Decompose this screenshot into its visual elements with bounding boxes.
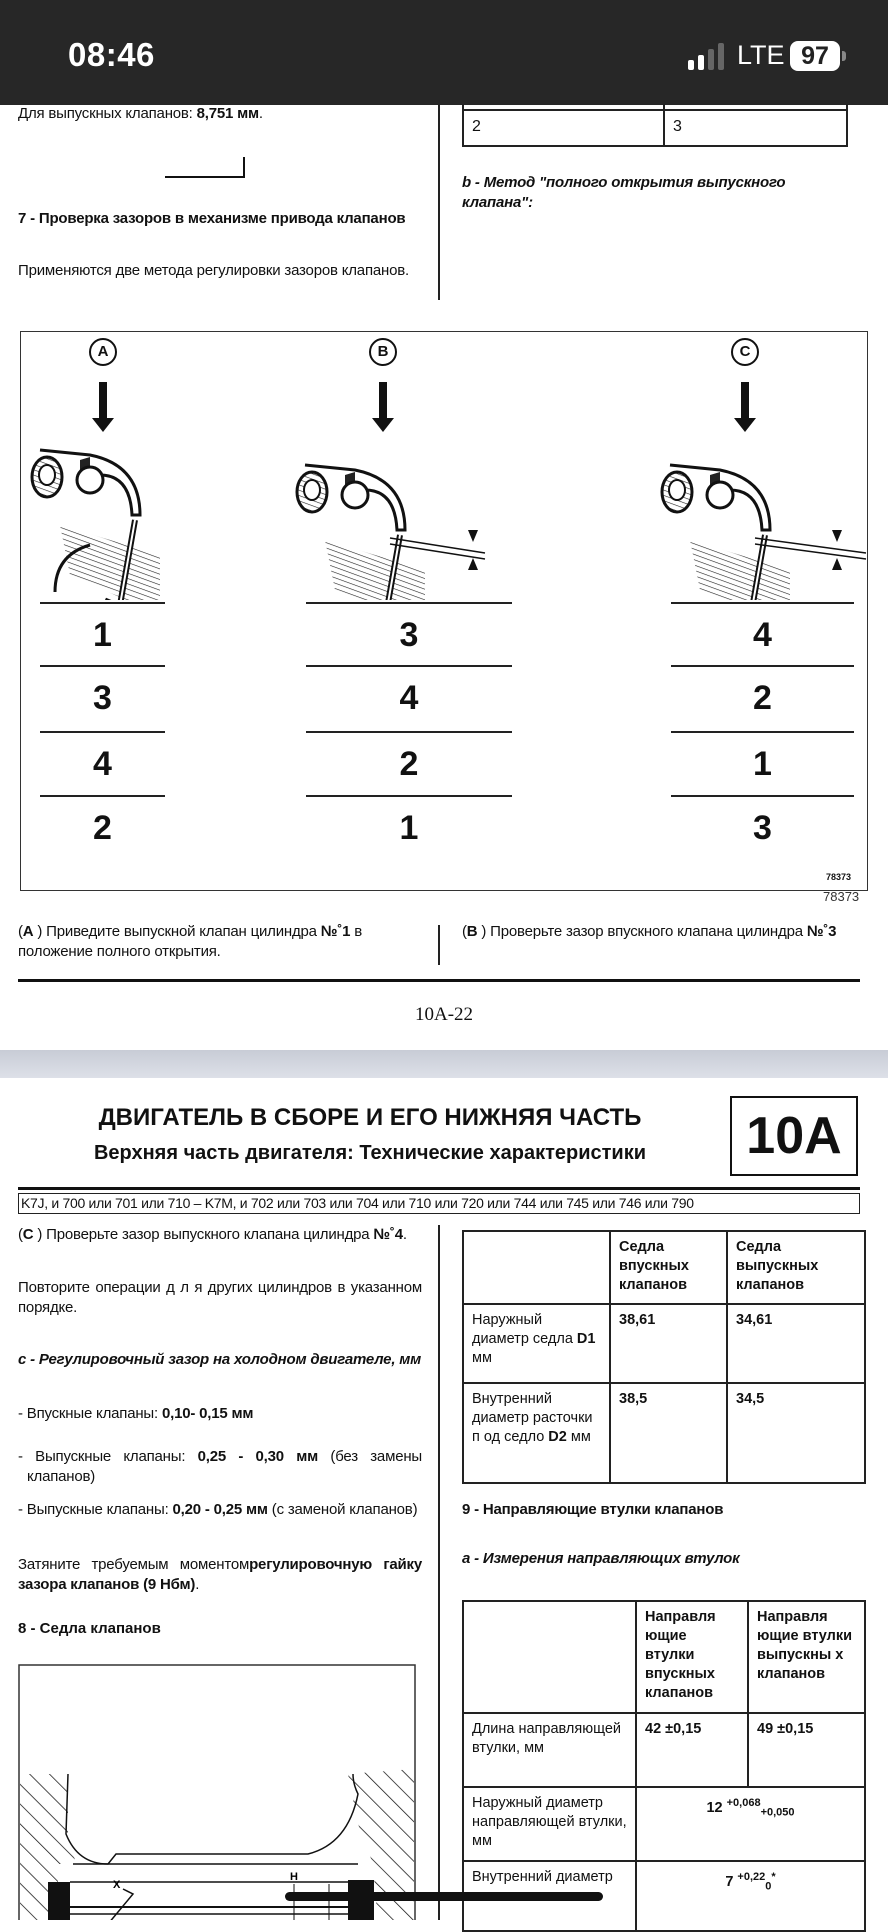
clock: 08:46 [68,36,155,73]
arrow-icon [734,382,756,432]
battery-nub [842,51,846,61]
cylinder-number: 2 [93,809,112,847]
value: №˚4 [373,1226,403,1243]
clearance-title: c - Регулировочный зазор на холодном двигателе, мм [18,1351,422,1368]
header-cell [463,1231,610,1304]
header-rule [18,1187,860,1190]
home-indicator[interactable] [285,1892,603,1901]
lower-tolerance: 0 [765,1880,772,1893]
text: ) Проверьте зазор впускного клапана цилиндра [477,923,807,940]
top-table-fragment [462,104,848,147]
letter: B [466,923,478,940]
cell: 3 [664,110,847,146]
base-value: 7 [725,1873,734,1890]
cylinder-number: 2 [399,745,419,783]
clearance-item [18,1447,422,1487]
order-column-b [306,602,512,859]
row-label [463,1304,610,1383]
cell: 34,61 [727,1304,865,1383]
order-cell [40,731,165,795]
order-cell [671,665,854,731]
rocker-arm-drawings [20,370,868,600]
arrow-icon [372,382,394,432]
valve-guides-table [462,1600,866,1932]
section9a-title: a - Измерения направляющих втулок [462,1550,740,1567]
lower-tolerance: +0,050 [760,1806,795,1819]
value: регулировочную гайку зазора клапанов (9 Нбм) [18,1556,422,1593]
caption-c: (C ) Проверьте зазор выпускного клапана цилиндра №˚4. [18,1226,407,1243]
label-x: X [113,1879,121,1891]
cylinder-number: 4 [753,616,772,654]
tighten-text [18,1555,422,1595]
cylinder-number: 2 [753,679,772,717]
letter: A [22,923,34,940]
order-cell [306,665,512,731]
signal-icon [688,42,728,70]
row-label: Наружный диаметр направляющей втулки, мм [463,1787,636,1861]
text: Внутренний диаметр расточки п од седло [472,1391,593,1445]
order-cell [306,795,512,859]
caption-b: (B ) Проверьте зазор впускного клапана цилиндра №˚3 [462,923,837,940]
status-bar [0,0,888,105]
cylinder-number: 4 [399,679,419,717]
section7-text: Применяются две метода регулировки зазоров клапанов. [18,262,409,279]
order-cell [40,665,165,731]
order-cell [40,795,165,859]
letter: C [22,1226,34,1243]
value: 8,751 мм [196,105,259,122]
text: - Выпускные клапаны: [18,1448,198,1465]
order-cell [671,795,854,859]
exhaust-spec-line [18,104,263,124]
row-label: Длина направляющей втулки, мм [463,1713,636,1787]
upper-tolerance: +0,068 [726,1797,761,1809]
cell: 34,5 [727,1383,865,1483]
order-cell [306,731,512,795]
label-b: B [369,338,397,366]
text: мм [472,1350,492,1366]
column-divider [438,925,440,965]
row-label: Внутренний диаметр [463,1861,636,1931]
text: (без замены клапанов) [27,1448,422,1485]
cylinder-number: 1 [399,809,419,847]
order-column-a [40,602,165,859]
text: D2 [548,1429,567,1445]
valve-seat-diagram [18,1664,416,1920]
cylinder-number: 3 [399,616,419,654]
cylinder-number: 1 [93,616,112,654]
order-cell [40,602,165,665]
value: 0,25 - 0,30 мм [197,1448,319,1465]
upper-tolerance: +0,22 [737,1871,766,1883]
network-type: LTE [737,40,785,70]
cylinder-number: 1 [753,745,772,783]
header-cell: Направля ющие втулки впускных клапанов [636,1601,748,1713]
cylinder-number: 4 [93,745,112,783]
cell: 38,5 [610,1383,727,1483]
text: - Выпускные клапаны: [18,1501,173,1518]
model-applicability: K7J, и 700 или 701 или 710 – K7M, и 702 или 703 или 704 или 710 или 720 или 744 или 745 или 746 или 790 [18,1193,860,1214]
text: в положение полного открытия. [18,923,363,960]
clearance-item [18,1404,422,1424]
header-cell: Седла впускных клапанов [610,1231,727,1304]
label-c: C [731,338,759,366]
text: - Впускные клапаны: [18,1405,162,1422]
text: ) Приведите выпускной клапан цилиндра [33,923,321,940]
column-divider [438,105,440,300]
header-cell: Седла выпускных клапанов [727,1231,865,1304]
battery-icon: 97 [790,41,840,71]
value: №˚1 [320,923,351,940]
text: D1 [576,1331,596,1347]
text: мм [566,1429,591,1445]
value: 0,10- 0,15 мм [161,1405,254,1422]
corner-mark [165,176,245,178]
header-cell: Направля ющие втулки выпускны х клапанов [748,1601,865,1713]
label-h: H [290,1871,298,1883]
label-a: A [89,338,117,366]
text: Наружный диаметр седла [472,1312,577,1347]
figure-ref-outside: 78373 [823,889,860,904]
column-divider [438,1225,440,1920]
page-subtitle: Верхняя часть двигателя: Технические характеристики [93,1142,647,1164]
cylinder-number: 3 [753,809,772,847]
header-cell [463,1601,636,1713]
figure-ref-inside: 78373 [826,872,852,882]
cell: 2 [463,110,664,146]
section9-title: 9 - Направляющие втулки клапанов [462,1501,724,1518]
text: . [195,1576,200,1593]
clearance-item [18,1500,422,1520]
corner-mark [243,157,245,178]
order-cell [671,602,854,665]
text: . [258,105,263,122]
text: (с заменой клапанов) [267,1501,418,1518]
value: 0,20 - 0,25 мм [172,1501,268,1518]
valve-seats-table [462,1230,866,1484]
section7-title: 7 - Проверка зазоров в механизме привода клапанов [18,210,406,227]
cell [636,1787,865,1861]
order-column-c [671,602,854,859]
text: Затяните требуемым моментом [18,1556,250,1573]
text: ) Проверьте зазор выпускного клапана цилиндра [33,1226,374,1243]
base-value: 12 [706,1799,723,1816]
arrow-icon [92,382,114,432]
order-cell [306,602,512,665]
cell: 38,61 [610,1304,727,1383]
cell [636,1861,865,1931]
section8-title: 8 - Седла клапанов [18,1620,161,1637]
method-b-title: b - Метод "полного открытия выпускного клапана": [462,174,786,211]
section-code: 10A [730,1096,858,1176]
page-rule [18,979,860,982]
page-separator [0,1050,888,1078]
repeat-text: Повторите операции д л я других цилиндров в указанном порядке. [18,1279,422,1316]
page-title: ДВИГАТЕЛЬ В СБОРЕ И ЕГО НИЖНЯЯ ЧАСТЬ [98,1104,642,1131]
text: Для выпускных клапанов: [18,105,197,122]
value: №˚3 [806,923,837,940]
page-number: 10A-22 [414,1004,474,1025]
cell: 49 ±0,15 [748,1713,865,1787]
row-label [463,1383,610,1483]
footnote-mark: * [771,1871,776,1883]
cylinder-number: 3 [93,679,112,717]
cell: 42 ±0,15 [636,1713,748,1787]
order-cell [671,731,854,795]
caption-a: (A ) Приведите выпускной клапан цилиндра №˚1 в положение полного открытия. [18,923,363,960]
